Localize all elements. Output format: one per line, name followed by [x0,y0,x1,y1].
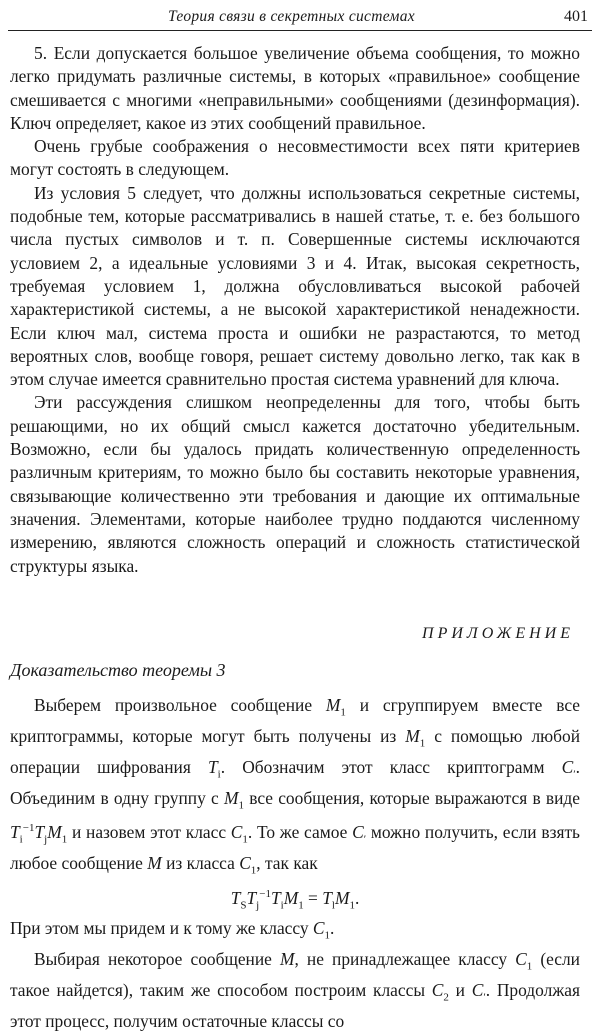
proof-paragraph-3: Выбирая некоторое сообщение M, не принадлежащее классу $C_1$ (если такое найдется), таким же способом построим классы $C_2$ и $C'$. Продолжая этот процесс, получим остаточные классы со [10,949,580,1031]
page-header [8,6,592,31]
appendix-heading: ПРИЛОЖЕНИЕ [422,624,574,642]
page-number: 401 [564,8,588,25]
formula-equation: $T_ST_j^{-1}T_iM_1 = T_lM_1$. [230,887,360,912]
running-title: Теория связи в секретных системах [168,8,415,25]
page-body [10,42,580,1033]
paragraph-conclusion: Эти рассуждения слишком неопределенны для того, чтобы быть решающими, но их общий смысл кажется достаточно убедительным. Возможно, если бы удалось придать количественную определенность различным критериям, то можно было бы составить некоторые уравнения, связывающие количественно эти требования и дающие их оптимальные значения. Элементами, которые наиболее трудно поддаются численному измерению, являются сложность операций и сложность статистической структуры языка. [10,392,580,576]
paragraph-criterion-5: 5. Если допускается большое увеличение объема сообщения, то можно легко придумать различные системы, в которых «правильное» сообщение смешивается с многими «неправильными» сообщениями (дезинформация). Ключ определяет, какое из этих сообщений правильное. [10,43,580,133]
proof-paragraph-2: При этом мы придем и к тому же классу $C_1$. [10,918,335,942]
paragraph-incompatibility: Очень грубые соображения о несовместимости всех пяти критериев могут состоять в следующем. [10,136,580,180]
proof-title: Доказательство теоремы 3 [10,660,226,681]
proof-paragraph-1: Выберем произвольное сообщение $M_1$ и сгруппируем вместе все криптограммы, которые могут быть получены из $M_1$ с помощью любой операции шифрования $T_i$. Обозначим этот класс криптограмм $C'$. Объединим в одну группу с $M_1$ все сообщения, которые выражаются в виде $T_i^{-1}T_jM_1$ и назовем этот класс $C_1$. То же самое $C'$ можно получить, если взять любое сообщение M из класса $C_1$, так как [10,695,581,877]
paragraph-condition-analysis: Из условия 5 следует, что должны использоваться секретные системы, подобные тем, которые рассматривались в нашей статье, т. е. без большого числа пустых символов и т. п. Совершенные системы исключаются условием 2, а идеальные условиями 3 и 4. Итак, высокая секретность, требуемая условием 1, должна обусловливаться высокой рабочей характеристикой системы, а не высокой характеристикой ненадежности. Если ключ мал, система проста и ошибки не разрастаются, то метод вероятных слов, вообще говоря, решает систему довольно легко, так как в этом случае имеется сравнительно простая система уравнений для ключа. [10,182,580,390]
